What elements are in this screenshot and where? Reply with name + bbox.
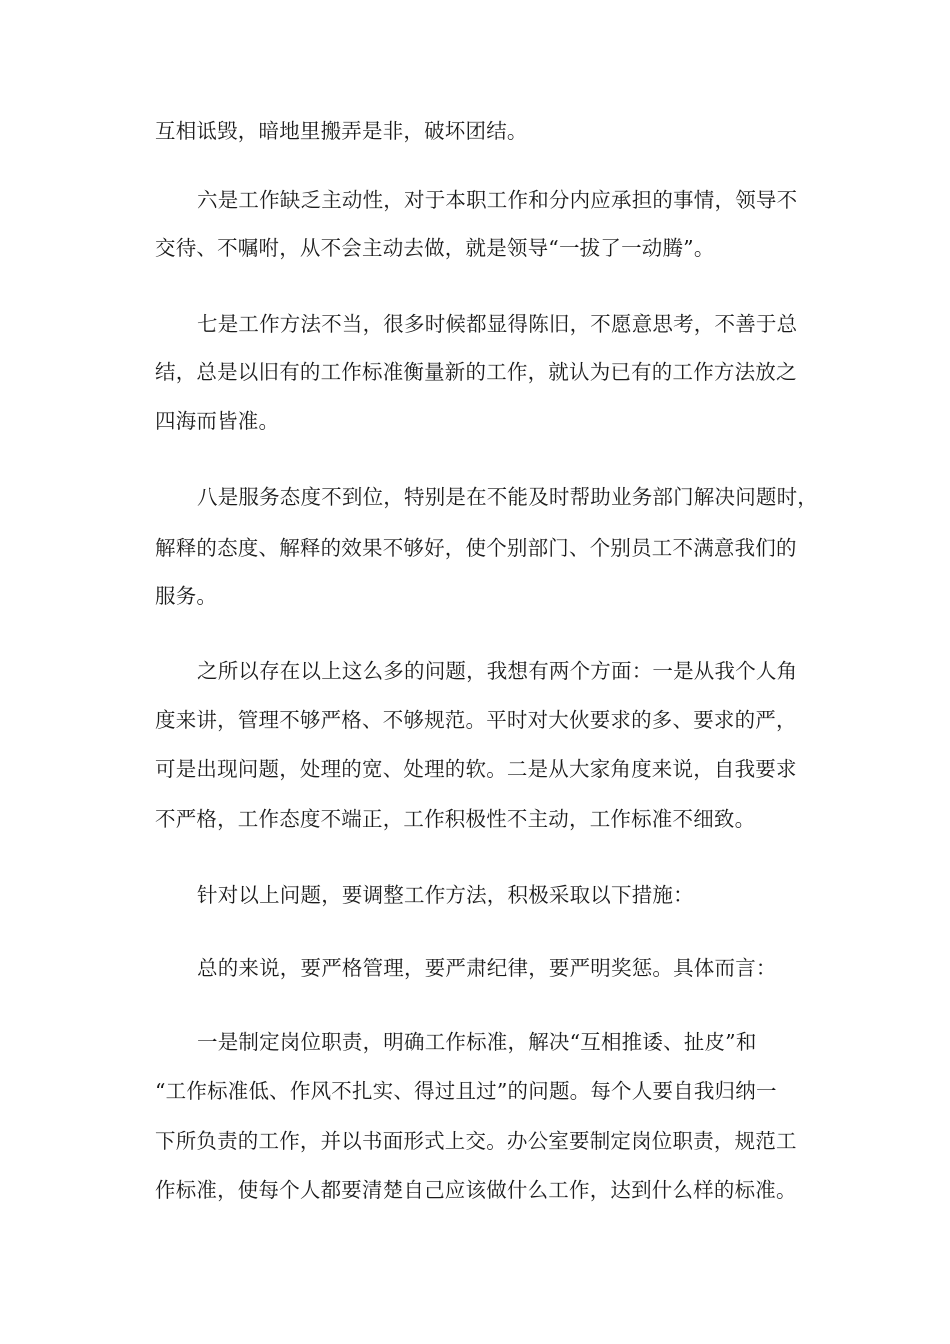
paragraph-7-line-3: 四海而皆准。 [155,409,280,433]
paragraph-7-line-2: 结，总是以旧有的工作标准衡量新的工作，就认为已有的工作方法放之 [155,360,797,384]
paragraph-5-line-2: 互相诋毁，暗地里搬弄是非，破坏团结。 [155,119,528,143]
paragraph-8-line-1: 八是服务态度不到位，特别是在不能及时帮助业务部门解决问题时， [197,485,818,509]
paragraph-12-line-4: 作标准，使每个人都要清楚自己应该做什么工作，达到什么样的标准。 [155,1178,797,1202]
paragraph-11-line-1: 总的来说，要严格管理，要严肃纪律，要严明奖惩。具体而言： [197,956,777,980]
paragraph-9-line-3: 可是出现问题，处理的宽、处理的软。二是从大家角度来说，自我要求 [155,757,797,781]
paragraph-12-line-3: 下所负责的工作，并以书面形式上交。办公室要制定岗位职责，规范工 [155,1129,797,1153]
paragraph-9-line-1: 之所以存在以上这么多的问题，我想有两个方面：一是从我个人角 [197,659,798,683]
paragraph-6-line-2: 交待、不嘱咐，从不会主动去做，就是领导“一拔了一动腾”。 [155,236,715,260]
paragraph-9-line-4: 不严格，工作态度不端正，工作积极性不主动，工作标准不细致。 [155,807,756,831]
paragraph-8-line-2: 解释的态度、解释的效果不够好，使个别部门、个别员工不满意我们的 [155,536,797,560]
paragraph-6-line-1: 六是工作缺乏主动性，对于本职工作和分内应承担的事情，领导不 [197,188,798,212]
paragraph-8-line-3: 服务。 [155,584,218,608]
paragraph-12-line-2: “工作标准低、作风不扎实、得过且过”的问题。每个人要自我归纳一 [155,1079,777,1103]
paragraph-9-line-2: 度来讲，管理不够严格、不够规范。平时对大伙要求的多、要求的严， [155,708,797,732]
paragraph-7-line-1: 七是工作方法不当，很多时候都显得陈旧，不愿意思考，不善于总 [197,312,798,336]
paragraph-12-line-1: 一是制定岗位职责，明确工作标准，解决“互相推诿、扯皮”和 [197,1030,757,1054]
paragraph-10-line-1: 针对以上问题，要调整工作方法，积极采取以下措施： [197,883,694,907]
